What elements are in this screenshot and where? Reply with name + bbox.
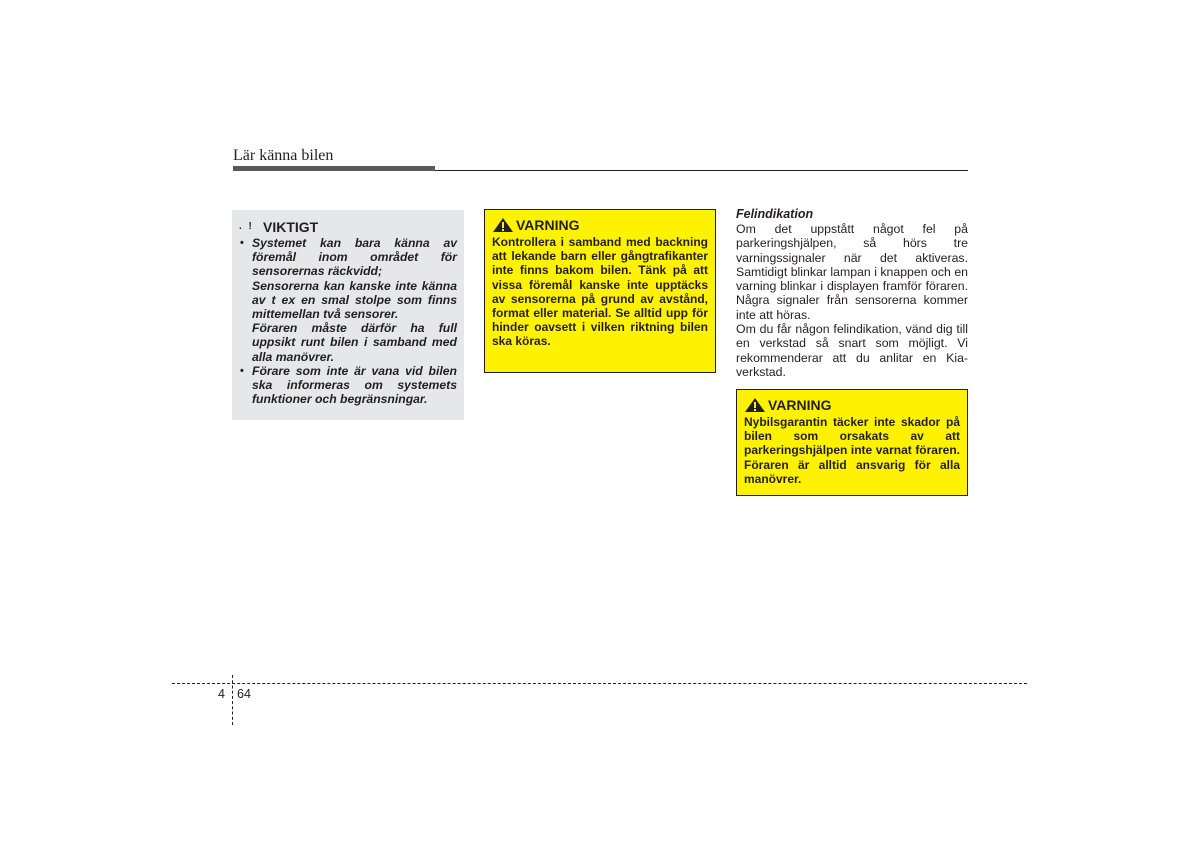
warning-title: VARNING bbox=[516, 217, 580, 233]
right-column-text bbox=[736, 207, 968, 379]
notice-paragraph: Föraren måste därför ha full uppsikt runt bilen i samband med alla manövrer. bbox=[252, 321, 457, 364]
notice-paragraph: Systemet kan bara känna av föremål inom området för sensorernas räckvidd; bbox=[252, 236, 457, 279]
bullet-icon: • bbox=[240, 237, 244, 249]
warning-triangle-icon bbox=[492, 217, 514, 233]
warning-title: VARNING bbox=[768, 397, 832, 413]
page-header-title: Lär känna bilen bbox=[233, 147, 334, 164]
footer-dashed-divider bbox=[232, 675, 233, 725]
notice-box-viktigt bbox=[232, 210, 464, 420]
body-paragraph: Om du får någon felindikation, vänd dig till en verkstad så snart som möjligt. Vi rekommenderar att du anlitar en Kia-verkstad. bbox=[736, 322, 968, 379]
notice-title: VIKTIGT bbox=[263, 218, 319, 235]
section-subheading: Felindikation bbox=[736, 207, 814, 221]
notice-header bbox=[239, 218, 457, 235]
warning-header bbox=[744, 396, 960, 414]
warning-text: Nybilsgarantin täcker inte skador på bilen som orsakats av att parkeringshjälpen inte varnat föraren. Föraren är alltid ansvarig för alla manövrer. bbox=[744, 415, 960, 486]
page-number: 64 bbox=[237, 687, 251, 701]
warning-box-backing bbox=[484, 209, 716, 373]
warning-text: Kontrollera i samband med backning att lekande barn eller gångtrafikanter inte finns bakom bilen. Tänk på att vissa föremål kanske inte upptäcks av sensorerna på grund av avstånd, format eller material. Se alltid upp för hinder oavsett i vilken riktning bilen ska köras. bbox=[492, 235, 708, 349]
footer-dashed-rule bbox=[172, 683, 1027, 684]
body-paragraph: Om det uppstått något fel på parkeringshjälpen, så hörs tre varningssignaler när det aktiveras. Samtidigt blinkar lampan i knappen och en varning blinkar i displayen framför föraren. Några signaler från sensorerna kommer inte att höras. bbox=[736, 222, 968, 322]
warning-header bbox=[492, 216, 708, 234]
notice-list-item bbox=[239, 236, 457, 364]
notice-paragraph: Sensorerna kan kanske inte känna av t ex en smal stolpe som finns mittemellan två sensorer. bbox=[252, 278, 457, 322]
bullet-icon: • bbox=[240, 364, 244, 377]
header-rule-thin bbox=[435, 170, 968, 171]
notice-paragraph: Förare som inte är vana vid bilen ska informeras om systemets funktioner och begränsningar. bbox=[252, 363, 457, 407]
warning-triangle-icon bbox=[744, 397, 766, 413]
notice-list bbox=[239, 236, 457, 406]
warning-box-warranty bbox=[736, 389, 968, 496]
header-rule-thick bbox=[233, 166, 435, 171]
chapter-number: 4 bbox=[218, 687, 225, 701]
notice-list-item bbox=[239, 364, 457, 407]
exclamation-icon: . ! bbox=[239, 221, 254, 232]
